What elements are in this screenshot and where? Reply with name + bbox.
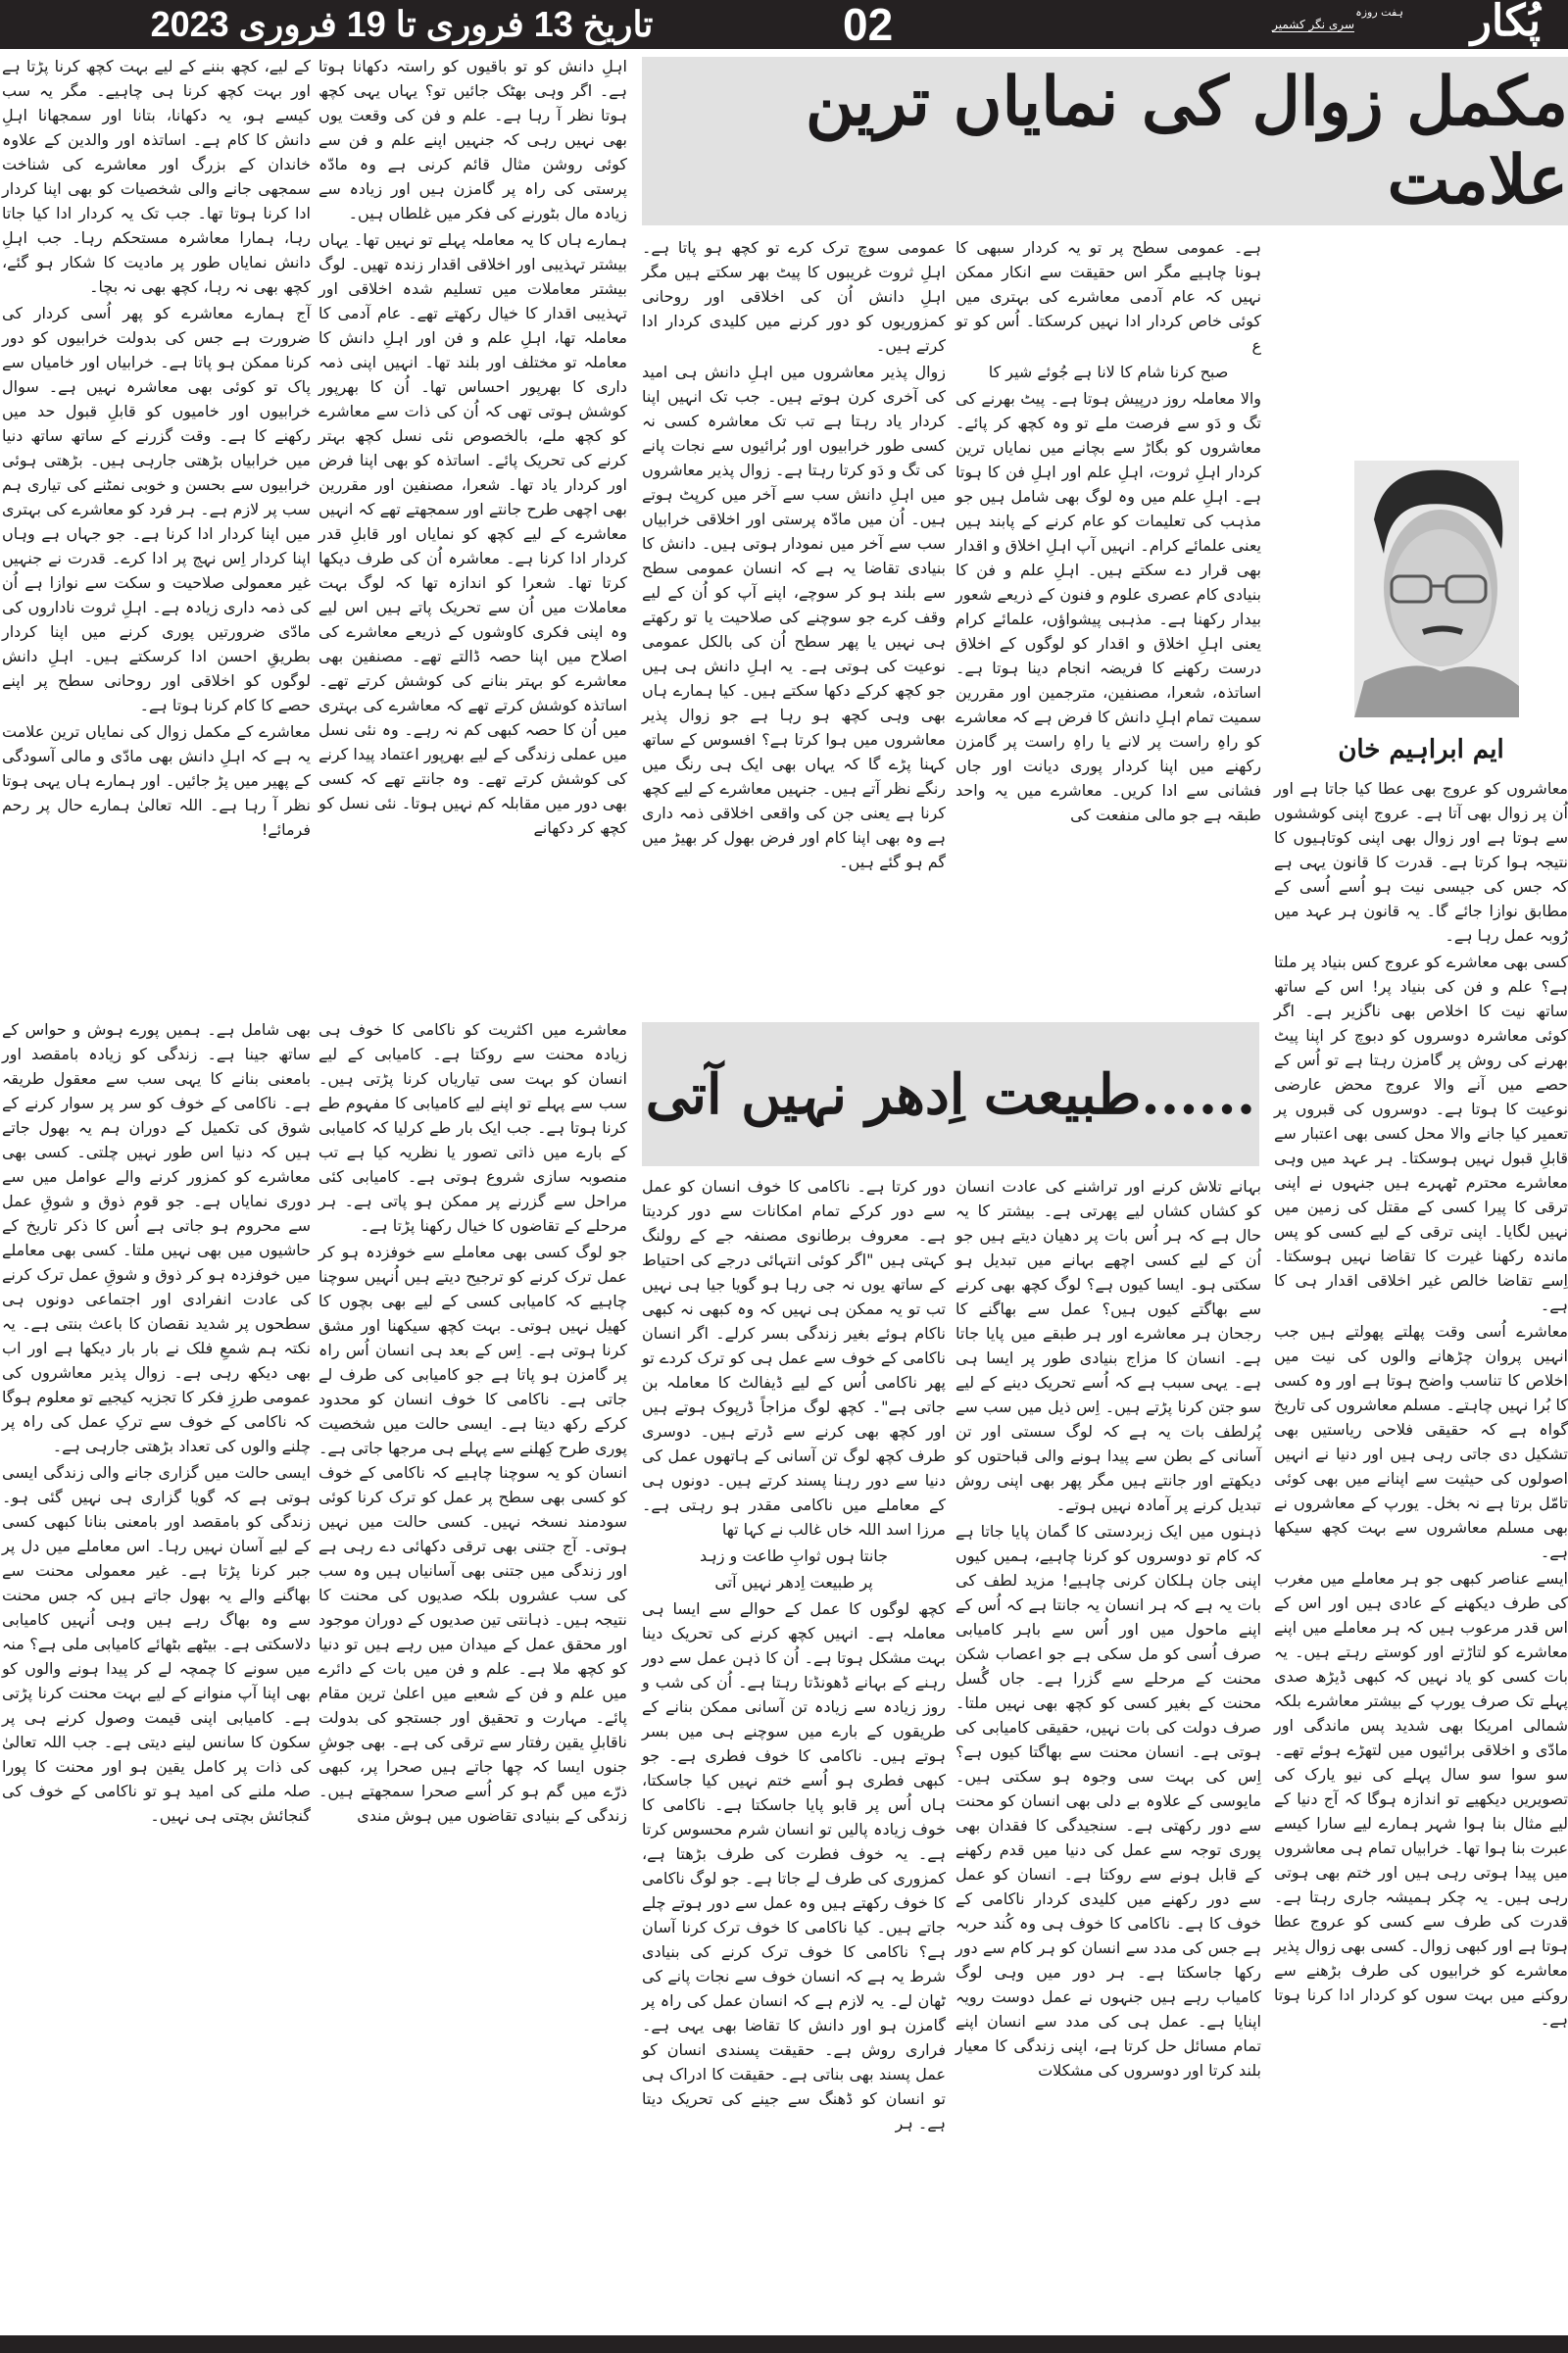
paragraph: بھی شامل ہے۔ ہمیں پورے ہوش و حواس کے ساتھ جینا ہے۔ زندگی کو زیادہ بامقصد اور بامعنی بنانے کا یہی سب سے معقول طریقہ ہے۔ ناکامی کے خوف کو سر پر سوار کرنے کے شوق کی تکمیل کے دوران ہم یہ بھول جاتے ہیں کہ دنیا اس طور نہیں چلتی۔ کسی بھی معاشرے کو کمزور کرنے والے عوامل میں سے دوری نمایاں ہے۔ جو قوم ذوق و شوقِ عمل سے محروم ہو جاتی ہے اُس کا ذکر تاریخ کے حاشیوں میں بھی نہیں ملتا۔ کسی بھی معاملے میں خوفزدہ ہو کر ذوق و شوقِ عمل ترک کرنے کی عادت انفرادی اور اجتماعی دونوں ہی سطحوں پر شدید نقصان کا باعث بنتی ہے۔ یہ نکتہ ہم شمعِ فلک نے بار بار دیکھا ہے اور اب بھی دیکھ رہی ہے۔ زوال پذیر معاشروں کی عمومی طرزِ فکر کا تجزیہ کیجیے تو معلوم ہوگا کہ ناکامی کے خوف سے ترکِ عمل کی راہ پر چلنے والوں کی تعداد بڑھتی جارہی ہے۔ [2,1020,311,1455]
paragraph: کے لیے، کچھ بننے کے لیے بہت کچھ کرنا پڑتا ہے اور بہت کچھ کرنا ہی چاہیے۔ مگر یہ سب کیسے ہو، یہ دکھانا، بتانا اور سمجھانا اہلِ دانش کا کام ہے۔ اساتذہ اور والدین کے علاوہ خاندان کے بزرگ اور معاشرے کی شناخت سمجھی جانے والی شخصیات کو بھی اپنا کردار ادا کرنا ہوتا تھا۔ جب تک یہ کردار ادا کیا جاتا رہا، ہمارا معاشرہ مستحکم رہا۔ جب اہلِ دانش نمایاں طور پر مادیت کا شکار ہو گئے، کچھ بھی نہ رہا، کچھ بھی نہ بچا۔ [2,57,311,296]
paragraph: کسی بھی معاشرے کو عروج کس بنیاد پر ملتا ہے؟ علم و فن کی بنیاد پر! اس کے ساتھ ساتھ نیت کا اخلاص بھی ناگزیر ہے۔ اگر کوئی معاشرہ دوسروں کو دبوچ کر اپنا پیٹ بھرنے کی روش پر گامزن رہتا ہے تو اُس کے حصے میں آنے والا عروج محض عارضی نوعیت کا ہوتا ہے۔ دوسروں کی قبروں پر تعمیر کیا جانے والا محل کسی بھی اعتبار سے قابلِ قبول نہیں ہوسکتا۔ ہر عہد میں وہی معاشرے محترم ٹھہرے ہیں جنہوں نے اپنی ترقی کا پیرا کسی کے مقتل کی زمین میں نہیں لگایا۔ اپنی ترقی کے لیے کسی کو پس ماندہ رکھنا غیرت کا تقاضا نہیں ہوسکتا۔ اِسے تقاضا خالص غیر اخلاقی اقدار ہی کا ہے۔ [1274,953,1568,1314]
paragraph: کچھ لوگوں کا عمل کے حوالے سے ایسا ہی معاملہ ہے۔ انہیں کچھ کرنے کی تحریک دینا بہت مشکل ہوتا ہے۔ اُن کا ذہن عمل سے دور رہنے کے بہانے ڈھونڈتا رہتا ہے۔ اُن کی شب و روز زیادہ سے زیادہ تن آسانی ممکن بنانے کے طریقوں کے بارے میں سوچنے ہی میں بسر ہوتے ہیں۔ ناکامی کا خوف فطری ہے۔ جو کبھی فطری ہو اُسے ختم نہیں کیا جاسکتا، ہاں اُس پر قابو پایا جاسکتا ہے۔ ناکامی کا خوف زیادہ پالیں تو انسان شرم محسوس کرتا ہے۔ یہ خوف فطرت کی طرف بڑھتا ہے، کمزوری کی طرف لے جاتا ہے۔ جو لوگ ناکامی کا خوف رکھتے ہیں وہ عمل سے دور ہوتے چلے جاتے ہیں۔ کیا ناکامی کا خوف ترک کرنا آسان ہے؟ ناکامی کا خوف ترک کرنے کی بنیادی شرط یہ ہے کہ انسان خوف سے نجات پانے کی ٹھان لے۔ یہ لازم ہے کہ انسان عمل کی راہ پر گامزن ہو اور دانش کا تقاضا بھی یہی ہے۔ فراری روش ہے۔ حقیقت پسندی انسان کو عمل پسند بھی بناتی ہے۔ حقیقت کا ادراک ہی تو انسان کو ڈھنگ سے جینے کی تحریک دیتا ہے۔ ہر [642,1599,946,2132]
logo-text: پُکار [1470,0,1541,46]
paragraph: جانتا ہوں ثوابِ طاعت و زہد [699,1546,889,1565]
article1-column-5 [1274,776,1568,2034]
article2-column-3 [642,1174,946,2137]
paragraph: پر طبیعت اِدھر نہیں آتی [714,1573,873,1592]
paragraph: دور کرتا ہے۔ ناکامی کا خوف انسان کو عمل سے دور کرکے تمام امکانات سے دور کردیتا ہے۔ معروف برطانوی مصنفہ جے کے رولنگ کہتی ہیں "اگر کوئی انتہائی درجے کی احتیاط کے ساتھ یوں نہ جی رہا ہو گویا جیا ہی نہیں تب تو یہ ممکن ہی نہیں کہ وہ کبھی نہ کبھی ناکام ہوئے بغیر زندگی بسر کرلے۔ اگر انسان ناکامی کے خوف سے عمل ہی کو ترک کردے تو پھر ناکامی اُس کے لیے ڈیفالٹ کا معاملہ بن جاتی ہے"۔ کچھ لوگ مزاجاً ڈرپوک ہوتے ہیں اور کچھ بھی کرنے سے ڈرتے ہیں۔ دوسری طرف کچھ لوگ تن آسانی کے ہاتھوں عمل کی دنیا سے دور رہنا پسند کرتے ہیں۔ دونوں ہی کے معاملے میں ناکامی مقدر ہو رہتی ہے۔ مرزا اسد اللہ خاں غالب نے کہا تھا [642,1177,946,1539]
city-label: سری نگر کشمیر [1272,18,1354,31]
paragraph: صبح کرنا شام کا لانا ہے جُوئے شیر کا [988,363,1229,381]
masthead-bar [0,0,1568,49]
paragraph: معاشرے میں اکثریت کو ناکامی کا خوف ہی زیادہ محنت سے روکتا ہے۔ کامیابی کے لیے انسان کو بہت سی تیاریاں کرنا پڑتی ہیں۔ سب سے پہلے تو اپنے لیے کامیابی کا مفہوم طے کرنا ہوتا ہے۔ جب ایک بار طے کرلیا کہ کامیابی کے بارے میں ذاتی تصور یا نظریہ کیا ہے تب منصوبہ سازی شروع ہوتی ہے۔ کامیابی کئی مراحل سے گزرنے پر ممکن ہو پاتی ہے۔ ہر مرحلے کے تقاضوں کا خیال رکھنا پڑتا ہے۔ [318,1020,627,1235]
paragraph: معاشرے اُسی وقت پھلتے پھولتے ہیں جب انہیں پروان چڑھانے والوں کی نیت میں اخلاص کا تناسب واضح ہوتا ہے اور وہ کسی کا بُرا نہیں چاہتے۔ مسلم معاشروں کی تاریخ گواہ ہے کہ حقیقی فلاحی ریاستیں بھی تشکیل دی جاتی رہی ہیں اور دنیا نے انہیں اصولوں کی حیثیت سے اپنانے میں بھی کوئی تامّل برتا ہے نہ بخل۔ یورپ کے معاشروں نے بھی مسلم معاشروں سے بہت کچھ سیکھا ہے۔ [1274,1322,1568,1561]
issue-date: تاریخ 13 فروری تا 19 فروری 2023 [150,4,654,44]
paragraph: زوال پذیر معاشروں میں اہلِ دانش ہی امید کی آخری کرن ہوتے ہیں۔ جب تک انہیں اپنا کردار یاد رہتا ہے تب تک معاشرہ کسی نہ کسی طور خرابیوں اور بُرائیوں سے نجات پانے کی تگ و دَو کرتا رہتا ہے۔ زوال پذیر معاشروں میں اہلِ دانش سب سے آخر میں کرپٹ ہوتے ہیں۔ اُن میں مادّہ پرستی اور اخلاقی خرابیاں سب سے آخر میں نمودار ہوتی ہیں۔ دانش کا بنیادی تقاضا یہ ہے کہ انسان عمومی سطح سے بلند ہو کر سوچے، اپنے آپ کو اُن کے لیے وقف کرے جو سوچنے کی صلاحیت یا تو رکھتے ہی نہیں یا پھر سطح اُن کی بالکل عمومی نوعیت کی ہوتی ہے۔ یہ اہلِ دانش ہی ہیں جو کچھ کرکے دکھا سکتے ہیں۔ کیا ہمارے ہاں بھی وہی کچھ ہو رہا ہے جو زوال پذیر معاشروں میں ہوا کرتا ہے؟ افسوس کے ساتھ کہنا پڑے گا کہ یہاں بھی ایک ہی رنگ میں رنگے نظر آتے ہیں۔ جنہیں معاشرے کے لیے کچھ کرنا ہے یعنی جن کی واقعی اخلاقی ذمہ داری ہے وہ بھی اپنا کام اور فرض بھول کر بھیڑ میں گم ہو گئے ہیں۔ [642,363,946,871]
footer-bar [0,2335,1568,2353]
article1-column-4 [956,235,1261,829]
article1-column-2 [318,54,627,842]
author-photo [1354,461,1519,717]
article1-headline: مکمل زوال کی نمایاں ترین علامت [642,57,1568,225]
page-number: 02 [843,0,894,50]
paragraph: ہے۔ عمومی سطح پر تو یہ کردار سبھی کا ہونا چاہیے مگر اس حقیقت سے انکار ممکن نہیں کہ عام آدمی معاشرے کی بہتری میں کوئی خاص کردار ادا نہیں کرسکتا۔ اُس کو تو ع [956,238,1261,355]
article1-column-3 [642,235,946,876]
paragraph: آج ہمارے معاشرے کو پھر اُسی کردار کی ضرورت ہے جس کی بدولت خرابیوں کو دور کرنا ممکن ہو پاتا ہے۔ خرابیاں اور خامیاں سے پاک تو کوئی بھی معاشرہ نہیں ہے۔ سوال خرابیوں اور خامیوں کو قابلِ قبول حد میں رکھنے کا ہے۔ وقت گزرنے کے ساتھ ساتھ دنیا میں خرابیاں بڑھتی جارہی ہیں۔ بڑھتی ہوئی خرابیوں سے بحسن و خوبی نمٹنے کی تیاری ہم سب پر لازم ہے۔ ہر فرد کو معاشرے کی بہتری میں اپنا کردار ادا کرنا ہے۔ جو جہاں ہے وہاں اپنا کردار اِس نہج پر ادا کرے۔ قدرت نے جنہیں غیر معمولی صلاحیت و سکت سے نوازا ہے اُن کی ذمہ داری زیادہ ہے۔ اہلِ ثروت ناداروں کی مادّی ضرورتیں پوری کرنے میں اپنا کردار بطریقِ احسن ادا کرسکتے ہیں۔ اہلِ دانش لوگوں کو اخلاقی اور روحانی سطح پر اپنے حصے کا کام کرنا ہوتا ہے۔ [2,304,311,714]
author-byline: ایم ابراہیم خان [1338,735,1504,764]
paragraph: ایسے عناصر کبھی جو ہر معاملے میں مغرب کی طرف دیکھنے کے عادی ہیں اور اس کے اس قدر مرعوب ہیں کہ ہر معاملے میں اپنے معاشرے کو لتاڑتے اور کوستے رہتے ہیں۔ یہ بات کسی کو یاد نہیں کہ کبھی ڈیڑھ صدی پہلے تک صرف یورپ کے بیشتر معاشرے بلکہ شمالی امریکا بھی شدید پس ماندگی اور مادّی و اخلاقی برائیوں میں لتھڑے ہوئے تھے۔ سو سوا سو سال پہلے کی نیو یارک کی تصویریں دیکھیے تو اندازہ ہوگا کہ آج دنیا کے لیے مثال بنا ہوا شہر ہمارے لیے سارا کیسے عبرت بنا ہوا تھا۔ خرابیاں تمام ہی معاشروں میں پیدا ہوتی رہی ہیں اور ختم بھی ہوتی رہی ہیں۔ یہ چکر ہمیشہ جاری رہتا ہے۔ قدرت کی طرف سے کسی کو عروج عطا ہوتا ہے اور کبھی زوال۔ کسی بھی زوال پذیر معاشرے کو خرابیوں کی طرف بڑھنے سے روکنے میں بہت سوں کو کردار ادا کرنا ہوتا ہے۔ [1274,1569,1568,2029]
newspaper-logo [1198,0,1550,49]
paragraph: ایسی حالت میں گزاری جانے والی زندگی ایسی ہوتی ہے کہ گویا گزاری ہی نہیں گئی ہو۔ زندگی کو بامقصد اور بامعنی بنانا کبھی کسی کے لیے آسان نہیں رہا۔ اس معاملے میں دل پر جبر کرنا پڑتا ہے۔ غیر معمولی محنت سے بھاگنے والے یہ بھول جاتے ہیں کہ جس محنت سے وہ بھاگ رہے ہیں وہی اُنہیں کامیابی دلاسکتی ہے۔ بیٹھے بٹھائے کامیابی ملی ہے؟ منہ میں سونے کا چمچہ لے کر پیدا ہونے والوں کو بھی اپنا آپ منوانے کے لیے بہت محنت کرنا پڑتی ہے۔ کامیابی اپنی قیمت وصول کرنے ہی پر سکون کا سانس لینے دیتی ہے۔ جب اللہ تعالیٰ کی ذات پر کامل یقین ہو اور محنت کا پورا صلہ ملنے کی امید ہو تو ناکامی کے خوف کی گنجائش بچتی ہی نہیں۔ [2,1463,311,1825]
paragraph: عمومی سوچ ترک کرے تو کچھ ہو پاتا ہے۔ اہلِ ثروت غریبوں کا پیٹ بھر سکتے ہیں مگر اہلِ دانش اُن کی اخلاقی اور روحانی کمزوریوں کو دور کرنے میں کلیدی کردار ادا کرتے ہیں۔ [642,238,946,355]
weekly-label: ہفت روزہ [1355,6,1403,19]
paragraph: بہانے تلاش کرنے اور تراشنے کی عادت انسان کو کشاں کشاں لیے پھرتی ہے۔ بیشتر کا یہ حال ہے کہ ہر اُس بات پر دھیان دیتے ہیں جو اُن کے لیے کسی اچھے بہانے میں تبدیل ہو سکتی ہو۔ ایسا کیوں ہے؟ لوگ کچھ بھی کرنے سے بھاگتے کیوں ہیں؟ عمل سے بھاگنے کا رجحان ہر معاشرے اور ہر طبقے میں پایا جاتا ہے۔ انسان کا مزاج بنیادی طور پر ایسا ہی ہے۔ یہی سبب ہے کہ اُسے تحریک دینے کے لیے سو جتن کرنا پڑتے ہیں۔ اِس ذیل میں سب سے پُرلطف بات یہ ہے کہ لوگ سستی اور تن آسانی کے بطن سے پیدا ہونے والی قباحتوں کو دیکھتے اور جانتے ہیں مگر پھر بھی اپنی روش تبدیل کرنے پر آمادہ نہیں ہوتے۔ [956,1177,1261,1514]
article2-column-1 [2,1017,311,1830]
paragraph: ذہنوں میں ایک زبردستی کا گمان پایا جاتا ہے کہ کام تو دوسروں کو کرنا چاہیے، ہمیں کیوں اپنی جان ہلکان کرنی چاہیے! مزید لطف کی بات یہ ہے کہ ہر انسان یہ جانتا ہے کہ اُس کے اپنے ماحول میں اور اُس سے باہر کامیابی صرف اُسی کو مل سکی ہے جو اعصاب شکن محنت کے مرحلے سے گزرا ہے۔ جاں گُسل محنت کے بغیر کسی کو کچھ بھی نہیں ملتا۔ صرف دولت کی بات نہیں، حقیقی کامیابی کی ہوتی ہے۔ انسان محنت سے بھاگتا کیوں ہے؟ اِس کی بہت سی وجوہ ہو سکتی ہیں۔ مایوسی کے علاوہ بے دلی بھی انسان کو محنت سے دور رکھتی ہے۔ سنجیدگی کا فقدان بھی پوری توجہ سے عمل کی دنیا میں قدم رکھنے کے قابل ہونے سے روکتا ہے۔ انسان کو عمل سے دور رکھنے میں کلیدی کردار ناکامی کے خوف کا ہے۔ ناکامی کا خوف ہی وہ کُند حربہ ہے جس کی مدد سے انسان کو ہر کام سے دور رکھا جاسکتا ہے۔ ہر دور میں وہی لوگ کامیاب رہے ہیں جنہوں نے عمل دوست رویہ اپنایا ہے۔ عمل ہی کی مدد سے انسان اپنے تمام مسائل حل کرتا ہے، اپنی زندگی کا معیار بلند کرتا اور دوسروں کی مشکلات [956,1522,1261,2080]
paragraph: اہلِ دانش کو تو باقیوں کو راستہ دکھانا ہوتا ہے۔ اگر وہی بھٹک جائیں تو؟ یہاں یہی کچھ ہوتا نظر آ رہا ہے۔ علم و فن کی وقعت یوں بھی نہیں رہی کہ جنہیں اپنے علم و فن سے کوئی روشن مثال قائم کرنی ہے وہ مادّہ پرستی کی راہ پر گامزن ہیں اور زیادہ سے زیادہ مال بٹورنے کی فکر میں غلطاں ہیں۔ [318,57,627,222]
paragraph: ہمارے ہاں کا یہ معاملہ پہلے تو نہیں تھا۔ یہاں بیشتر تہذیبی اور اخلاقی اقدار زندہ تھیں۔ لوگ بیشتر معاملات میں تسلیم شدہ اخلاقی اور تہذیبی اقدار کا خیال رکھتے تھے۔ عام آدمی کا معاملہ تھا، اہلِ علم و فن اور اہلِ دانش کا معاملہ تو مختلف اور بلند تھا۔ انہیں اپنی ذمہ داری کا بھرپور احساس تھا۔ اُن کا بھرپور کوشش ہوتی تھی کہ اُن کی ذات سے معاشرے کو کچھ ملے، بالخصوص نئی نسل کچھ بہتر کرنے کی تحریک پائے۔ اساتذہ کو بھی اپنا فرض اور کردار یاد تھا۔ شعرا، مصنفین اور مقررین بھی اچھی طرح جانتے اور سمجھتے تھے کہ انہیں معاشرے کے لیے کچھ کو نمایاں اور قابلِ قدر کردار ادا کرنا ہے۔ معاشرہ اُن کی طرف دیکھا کرتا تھا۔ شعرا کو اندازہ تھا کہ لوگ بہت معاملات میں اُن سے تحریک پاتے ہیں اس لیے وہ اپنی فکری کاوشوں کے ذریعے معاشرے کی اصلاح میں اپنا حصہ ڈالتے تھے۔ مصنفین بھی معاشرے کو بہتر بنانے کی کوشش کرتے تھے۔ اساتذہ کوشش کرتے تھے کہ معاشرے کی بہتری میں اُن کا حصہ کبھی کم نہ رہے۔ وہ نئی نسل میں عملی زندگی کے لیے بھرپور اعتماد پیدا کرنے کی کوشش کرتے تھے۔ وہ جانتے تھے کہ کسی بھی دور میں مقابلہ کم نہیں ہوتا۔ نئی نسل کو کچھ کر دکھانے [318,230,627,837]
paragraph: معاشرے کے مکمل زوال کی نمایاں ترین علامت یہ ہے کہ اہلِ دانش بھی مادّی و مالی آسودگی کے پھیر میں پڑ جائیں۔ اور ہمارے ہاں یہی ہوتا نظر آ رہا ہے۔ اللہ تعالیٰ ہمارے حال پر رحم فرمائے! [2,722,311,839]
article2-headline: ......طبیعت اِدھر نہیں آتی [642,1022,1259,1166]
article1-column-1 [2,54,311,844]
article2-column-4 [956,1174,1261,2084]
article2-column-2 [318,1017,627,1830]
paragraph: معاشروں کو عروج بھی عطا کیا جاتا ہے اور اُن پر زوال بھی آتا ہے۔ عروج اپنی کوششوں سے ہوتا ہے اور زوال بھی اپنی کوتاہیوں کا نتیجہ ہوا کرتا ہے۔ قدرت کا قانون یہی ہے کہ جس کی جیسی نیت ہو اُسے اُسی کے مطابق نوازا جائے گا۔ یہ قانون ہر عہد میں رُوبہ عمل رہا ہے۔ [1274,779,1568,945]
paragraph: جو لوگ کسی بھی معاملے سے خوفزدہ ہو کر عمل ترک کرنے کو ترجیح دیتے ہیں اُنہیں سوچنا چاہیے کہ کامیابی کسی کے لیے بھی بچوں کا کھیل نہیں ہوتی۔ بہت کچھ سیکھنا اور مشق کرنا ہوتی ہے۔ اِس کے بعد ہی انسان اُس راہ پر گامزن ہو پاتا ہے جو کامیابی کی طرف لے جاتی ہے۔ ناکامی کا خوف انسان کو محدود کرکے رکھ دیتا ہے۔ ایسی حالت میں شخصیت پوری طرح کِھلنے سے پہلے ہی مرجھا جاتی ہے۔ انسان کو یہ سوچنا چاہیے کہ ناکامی کے خوف کو کسی بھی سطح پر عمل کو ترک کرنا کوئی سودمند نسخہ نہیں۔ کسی حالت میں نہیں ہوتی۔ آج جتنی بھی ترقی دکھائی دے رہی ہے اور زندگی میں جتنی بھی آسانیاں ہیں وہ سب کی سب عشروں بلکہ صدیوں کی محنت کا نتیجہ ہیں۔ ذہانتی تین صدیوں کے دوران موجود اور محقق عمل کے میدان میں رہے ہیں تو دنیا کو کچھ ملا ہے۔ علم و فن میں بات کے دائرے میں علم و فن کے شعبے میں اعلیٰ ترین مقام پائے۔ مہارت و تحقیق اور جستجو کی بدولت ناقابلِ یقین رفتار سے ترقی کی ہے۔ بھی جوشِ جنوں ایسا کہ چھا جاتے ہیں صحرا پر، کبھی ذرّے میں گم ہو کر اُسے صحرا سمجھتے ہیں۔ زندگی کے بنیادی تقاضوں میں ہوش مندی [318,1243,627,1825]
paragraph: والا معاملہ روز درپیش ہوتا ہے۔ پیٹ بھرنے کی تگ و دَو سے فرصت ملے تو وہ کچھ کر پائے۔ معاشروں کو بگاڑ سے بچانے میں نمایاں ترین کردار اہلِ ثروت، اہلِ علم اور اہلِ فن کا ہوتا ہے۔ اہلِ علم میں وہ لوگ بھی شامل ہیں جو مذہب کی تعلیمات کو عام کرنے کے پابند ہیں یعنی علمائے کرام۔ انہیں آپ اہلِ اخلاق و اقدار بھی قرار دے سکتے ہیں۔ اہلِ علم و فن کا بنیادی کام عصری علوم و فنون کے ذریعے شعور بیدار رکھنا ہے۔ مذہبی پیشواؤں، علمائے کرام یعنی اہلِ اخلاق و اقدار کو لوگوں کے اخلاق درست رکھنے کا فریضہ انجام دینا ہوتا ہے۔ اساتذہ، شعرا، مصنفین، مترجمین اور مقررین سمیت تمام اہلِ دانش کا فرض ہے کہ معاشرے کو راہِ راست پر لانے یا راہِ راست پر گامزن رکھنے میں اپنا کردار پوری دیانت اور جاں فشانی سے ادا کریں۔ معاشرے میں یہ واحد طبقہ ہے جو مالی منفعت کی [956,389,1261,824]
